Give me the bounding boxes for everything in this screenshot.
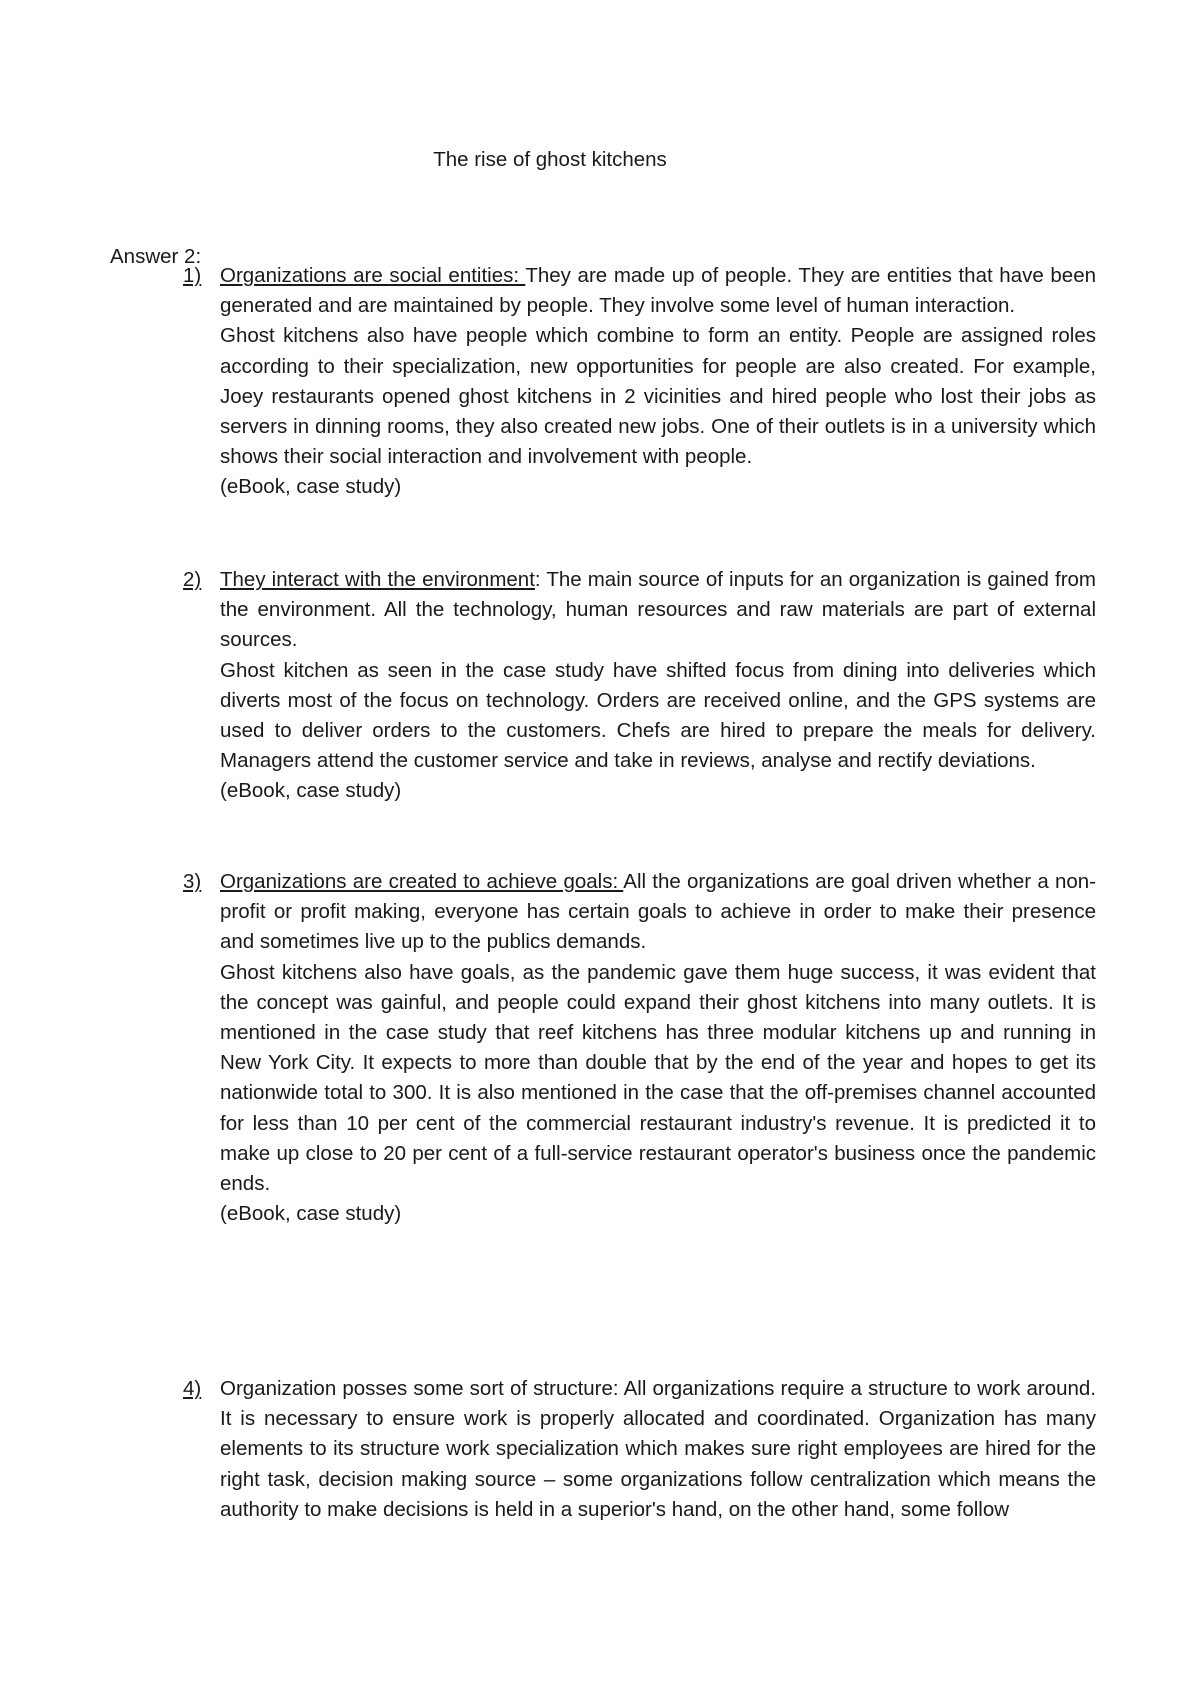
- item-citation: (eBook, case study): [220, 779, 402, 803]
- item-lead-text: All the organizations are goal driven whether a non-profit or profit making, everyone has certain goals to achieve in order to make their presence and sometimes live up to the publics demands.: [220, 870, 1096, 954]
- item-paragraph: Ghost kitchens also have goals, as the pandemic gave them huge success, it was evident that the concept was gainful, and people could expand their ghost kitchens into many outlets. It is mentioned in the case study that reef kitchens has three modular kitchens up and running in New York City. It expects to more than double that by the end of the year and hopes to get its nationwide total to 300. It is also mentioned in the case that the off-premises channel accounted for less than 10 per cent of the commercial restaurant industry's revenue. It is predicted it to make up close to 20 per cent of a full-service restaurant operator's business once the pandemic ends.: [220, 960, 1096, 1196]
- answer-heading: Answer 2:: [110, 245, 202, 268]
- item-lead-paragraph: [220, 565, 1096, 656]
- list-item-number: 3): [183, 870, 202, 893]
- list-item-number: 2): [183, 568, 202, 591]
- item-lead-paragraph: [220, 1374, 1096, 1525]
- item-citation: (eBook, case study): [220, 475, 402, 499]
- item-lead-text: : The main source of inputs for an organization is gained from the environment. All the technology, human resources and raw materials are part of external sources.: [220, 568, 1097, 652]
- item-lead-paragraph: [220, 261, 1096, 321]
- item-paragraph: Ghost kitchens also have people which combine to form an entity. People are assigned roles according to their specialization, new opportunities for people are also created. For example, Joey restaurants opened ghost kitchens in 2 vicinities and hired people who lost their jobs as servers in dinning rooms, they also created new jobs. One of their outlets is in a university which shows their social interaction and involvement with people.: [220, 324, 1096, 469]
- item-lead-title: They interact with the environment: [220, 568, 535, 591]
- list-item: [183, 565, 1096, 807]
- document-title: The rise of ghost kitchens: [433, 148, 667, 171]
- list-item: [183, 261, 1096, 503]
- item-lead-title: Organizations are created to achieve goals:: [220, 870, 624, 893]
- list-item-number: 4): [183, 1377, 202, 1400]
- item-paragraph: Ghost kitchen as seen in the case study have shifted focus from dining into deliveries which diverts most of the focus on technology. Orders are received online, and the GPS systems are used to deliver orders to the customers. Chefs are hired to prepare the meals for delivery. Managers attend the customer service and take in reviews, analyse and rectify deviations.: [220, 658, 1096, 773]
- item-citation: (eBook, case study): [220, 1202, 402, 1226]
- list-item-number: 1): [183, 264, 202, 287]
- list-item: [183, 1374, 1096, 1525]
- item-lead-text: They are made up of people. They are entities that have been generated and are maintained by people. They involve some level of human interaction.: [220, 264, 1096, 318]
- item-lead-paragraph: [220, 867, 1096, 958]
- item-lead-text: Organization posses some sort of structure: All organizations require a structure to work around. It is necessary to ensure work is properly allocated and coordinated. Organization has many elements to its structure work specialization which makes sure right employees are hired for the right task, decision making source – some organizations follow centralization which means the authority to make decisions is held in a superior's hand, on the other hand, some follow: [220, 1377, 1096, 1521]
- item-lead-title: Organizations are social entities:: [220, 264, 526, 287]
- list-item: [183, 867, 1096, 1229]
